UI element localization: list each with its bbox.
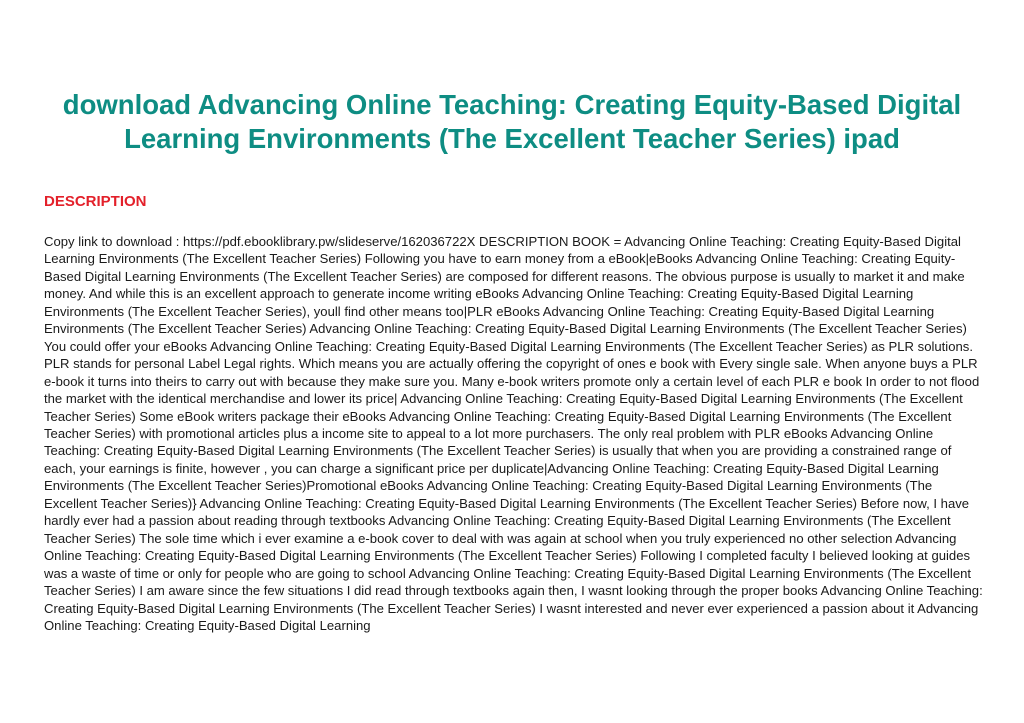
page-title: download Advancing Online Teaching: Creating Equity-Based Digital Learning Environments (The Excellent Teacher Series) ipad — [62, 89, 962, 154]
description-body: Copy link to download : https://pdf.ebooklibrary.pw/slideserve/162036722X DESCRIPTION BOOK = Advancing Online Teaching: Creating Equity-Based Digital Learning Environments (The Excellent Teacher Series) Following you have to earn money from a eBook|eBooks Advancing Online Teaching: Creating Equity-Based Digital Learning Environments (The Excellent Teacher Series) are composed for different reasons. The obvious purpose is usually to market it and make money. And while this is an excellent approach to generate income writing eBooks Advancing Online Teaching: Creating Equity-Based Digital Learning Environments (The Excellent Teacher Series), youll find other means too|PLR eBooks Advancing Online Teaching: Creating Equity-Based Digital Learning Environments (The Excellent Teacher Series) Advancing Online Teaching: Creating Equity-Based Digital Learning Environments (The Excellent Teacher Series) You could offer your eBooks Advancing Online Teaching: Creating Equity-Based Digital Learning Environments (The Excellent Teacher Series) as PLR solutions. PLR stands for personal Label Legal rights. Which means you are actually offering the copyright of ones e book with Every single sale. When anyone buys a PLR e-book it turns into theirs to carry out with because they make sure you. Many e-book writers promote only a certain level of each PLR e book In order to not flood the market with the identical merchandise and lower its price| Advancing Online Teaching: Creating Equity-Based Digital Learning Environments (The Excellent Teacher Series) Some eBook writers package their eBooks Advancing Online Teaching: Creating Equity-Based Digital Learning Environments (The Excellent Teacher Series) with promotional articles plus a income site to appeal to a lot more purchasers. The only real problem with PLR eBooks Advancing Online Teaching: Creating Equity-Based Digital Learning Environments (The Excellent Teacher Series) is usually that when you are providing a constrained range of each, your earnings is finite, however , you can charge a significant price per duplicate|Advancing Online Teaching: Creating Equity-Based Digital Learning Environments (The Excellent Teacher Series)Promotional eBooks Advancing Online Teaching: Creating Equity-Based Digital Learning Environments (The Excellent Teacher Series)} Advancing Online Teaching: Creating Equity-Based Digital Learning Environments (The Excellent Teacher Series) Before now, I have hardly ever had a passion about reading through textbooks Advancing Online Teaching: Creating Equity-Based Digital Learning Environments (The Excellent Teacher Series) The sole time which i ever examine a e-book cover to deal with was again at school when you truly experienced no other selection Advancing Online Teaching: Creating Equity-Based Digital Learning Environments (The Excellent Teacher Series) Following I completed faculty I believed looking at guides was a waste of time or only for people who are going to school Advancing Online Teaching: Creating Equity-Based Digital Learning Environments (The Excellent Teacher Series) I am aware since the few situations I did read through textbooks again then, I wasnt looking through the proper books Advancing Online Teaching: Creating Equity-Based Digital Learning Environments (The Excellent Teacher Series) I wasnt interested and never ever experienced a passion about it Advancing Online Teaching: Creating Equity-Based Digital Learning — [44, 234, 983, 633]
description-heading: DESCRIPTION — [44, 193, 147, 210]
